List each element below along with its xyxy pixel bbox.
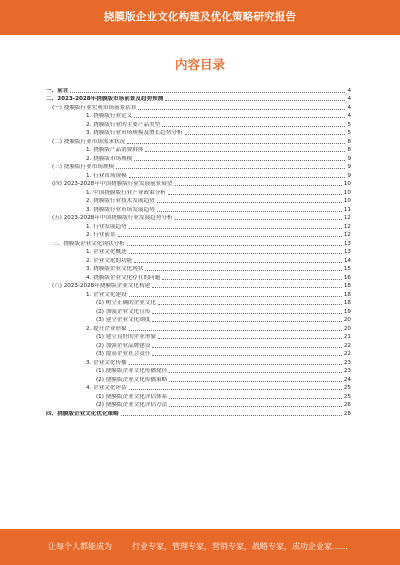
toc-leader-dots — [157, 202, 342, 203]
toc-entry[interactable] — [46, 129, 351, 138]
toc-entry[interactable] — [46, 324, 351, 333]
toc-entry-page: 22 — [343, 342, 351, 349]
toc-entry[interactable] — [46, 248, 351, 257]
toc-entry[interactable] — [46, 273, 351, 282]
toc-entry[interactable] — [46, 205, 351, 214]
table-of-contents — [46, 86, 351, 418]
toc-leader-dots — [129, 296, 342, 297]
toc-leader-dots — [145, 270, 341, 271]
toc-entry[interactable] — [46, 401, 351, 410]
toc-entry-page: 24 — [343, 376, 351, 383]
toc-entry-page: 12 — [343, 223, 351, 230]
toc-leader-dots — [129, 253, 342, 254]
toc-leader-dots — [169, 406, 342, 407]
toc-entry[interactable] — [46, 367, 351, 376]
toc-leader-dots — [129, 364, 342, 365]
toc-entry-page: 8 — [347, 147, 351, 153]
toc-entry-label: 1. 中国挠膜版行业产业政策分析 — [86, 189, 166, 196]
toc-entry[interactable] — [46, 265, 351, 274]
toc-entry-label: 四、挠膜版企业文化优化策略 — [46, 410, 119, 417]
toc-entry-page: 14 — [343, 257, 351, 264]
toc-leader-dots — [129, 177, 346, 178]
toc-entry[interactable] — [46, 282, 351, 291]
toc-entry-label: 1. 挠膜版产品消费群体 — [86, 147, 144, 153]
toc-leader-dots — [152, 355, 341, 356]
toc-leader-dots — [121, 415, 342, 416]
toc-entry[interactable] — [46, 120, 351, 129]
toc-entry-page: 4 — [347, 87, 351, 94]
toc-entry[interactable] — [46, 163, 351, 172]
toc-entry-label: (3) 建立企业文化制度 — [96, 317, 151, 323]
toc-entry-page: 16 — [343, 274, 351, 281]
toc-entry-label: (1) 建立良好的企业形象 — [96, 334, 157, 340]
toc-entry-page: 23 — [343, 368, 351, 374]
toc-entry[interactable] — [46, 222, 351, 231]
toc-entry-label: 1. 企业文化建设 — [86, 291, 127, 298]
toc-entry-label: (五) 2023-2028年中国挠膜版行业发展趋势分析 — [52, 215, 173, 221]
toc-entry[interactable] — [46, 299, 351, 308]
toc-leader-dots — [116, 168, 345, 169]
toc-entry-page: 26 — [343, 402, 351, 408]
toc-entry-page: 4 — [347, 104, 351, 111]
page-footer — [0, 529, 400, 565]
toc-entry[interactable] — [46, 103, 351, 112]
footer-tagline: 行业专家，管理专家，营销专家，战略专家，成功企业家…… — [132, 542, 348, 551]
toc-leader-dots — [129, 389, 342, 390]
toc-entry-page: 9 — [347, 172, 351, 179]
toc-entry-label: (三) 挠膜版行业市场规模 — [52, 164, 115, 170]
toc-entry-label: (2) 挠膜版企业文化传播策略 — [96, 376, 168, 383]
toc-entry-page: 18 — [343, 291, 351, 298]
toc-entry-page: 28 — [343, 410, 351, 417]
toc-entry-page: 11 — [343, 206, 351, 213]
toc-leader-dots — [127, 245, 342, 246]
toc-leader-dots — [162, 279, 342, 280]
toc-leader-dots — [162, 126, 345, 127]
toc-leader-dots — [175, 219, 342, 220]
toc-leader-dots — [175, 185, 342, 186]
toc-entry[interactable] — [46, 137, 351, 146]
toc-leader-dots — [157, 211, 342, 212]
toc-entry-label: 2. 挠膜版行业的主要产品类型 — [86, 121, 161, 128]
toc-entry-page: 23 — [343, 359, 351, 366]
toc-entry[interactable] — [46, 188, 351, 197]
toc-entry-page: 25 — [343, 393, 351, 400]
toc-entry-label: 3. 挠膜版行业市场发展趋势 — [86, 206, 155, 213]
toc-leader-dots — [158, 304, 342, 305]
toc-leader-dots — [158, 338, 342, 339]
toc-entry-label: 1. 行业发展趋势 — [86, 223, 127, 230]
toc-entry[interactable] — [46, 154, 351, 163]
toc-entry[interactable] — [46, 384, 351, 393]
toc-leader-dots — [185, 134, 346, 135]
toc-entry[interactable] — [46, 95, 351, 104]
toc-entry[interactable] — [46, 256, 351, 265]
toc-entry[interactable] — [46, 112, 351, 121]
toc-entry-page: 22 — [343, 351, 351, 357]
toc-entry-page: 5 — [347, 121, 351, 128]
toc-entry-label: (二) 挠膜版行业市场需求状况 — [52, 138, 126, 145]
toc-leader-dots — [168, 194, 342, 195]
toc-leader-dots — [127, 143, 345, 144]
toc-entry-page: 10 — [343, 189, 351, 196]
toc-leader-dots — [152, 347, 341, 348]
toc-entry[interactable] — [46, 375, 351, 384]
toc-entry[interactable] — [46, 146, 351, 155]
report-title: 挠膜版企业文化构建及优化策略研究报告 — [103, 11, 297, 23]
toc-entry-label: 2. 行业前景 — [86, 232, 116, 238]
toc-leader-dots — [169, 381, 342, 382]
toc-entry-page: 20 — [343, 317, 351, 323]
toc-entry-label: (一) 挠膜版行业宏观市场前景估算 — [52, 104, 137, 111]
toc-entry[interactable] — [46, 341, 351, 350]
toc-entry-label: 3. 挠膜版行业市场规模及增长趋势分析 — [86, 130, 183, 136]
toc-entry[interactable] — [46, 290, 351, 299]
toc-entry[interactable] — [46, 358, 351, 367]
toc-entry-label: 2. 挠膜版行业技术发展趋势 — [86, 198, 155, 204]
toc-entry-page: 10 — [343, 198, 351, 204]
toc-entry[interactable] — [46, 409, 351, 418]
toc-entry-label: 1. 挠膜版行业定义 — [86, 113, 133, 119]
toc-entry[interactable] — [46, 231, 351, 240]
toc-entry-label: 2. 企业文化的功能 — [86, 257, 133, 264]
toc-entry-label: 3. 企业文化传播 — [86, 359, 127, 366]
toc-entry-label: (3) 提高企业社会责任 — [96, 351, 151, 357]
toc-entry-page: 21 — [343, 334, 351, 340]
toc-entry-label: 2. 提升企业形象 — [86, 325, 127, 332]
toc-leader-dots — [152, 287, 342, 288]
toc-leader-dots — [165, 100, 345, 101]
toc-entry-label: 二、2023-2028年挠膜版市场前景及趋势预测 — [46, 96, 164, 102]
toc-heading: 内容目录 — [174, 57, 225, 72]
toc-entry-label: 三、挠膜版企业文化现状分析 — [52, 240, 125, 247]
toc-entry-label: (2) 加强企业品牌建设 — [96, 342, 151, 349]
footer-slogan: 让每个人都能成为 — [48, 542, 112, 551]
toc-entry-label: (1) 挠膜版企业文化传播途径 — [96, 368, 168, 374]
toc-leader-dots — [152, 321, 341, 322]
toc-leader-dots — [169, 372, 342, 373]
toc-leader-dots — [134, 160, 345, 161]
toc-entry-page: 18 — [343, 283, 351, 289]
toc-entry[interactable] — [46, 214, 351, 223]
toc-entry[interactable] — [46, 333, 351, 342]
toc-entry-page: 10 — [343, 181, 351, 187]
toc-entry-page: 20 — [343, 325, 351, 332]
toc-entry[interactable] — [46, 350, 351, 359]
toc-entry-page: 13 — [343, 240, 351, 247]
toc-entry-page: 9 — [347, 155, 351, 162]
toc-entry-page: 12 — [343, 215, 351, 221]
toc-entry-label: (1) 树立正确的企业文化 — [96, 300, 157, 306]
toc-entry-label: 4. 挠膜版企业文化存在的问题 — [86, 274, 161, 281]
toc-leader-dots — [152, 313, 341, 314]
page-header — [0, 0, 400, 35]
toc-entry-label: (六) 2023-2028年挠膜版企业文化构建 — [52, 283, 151, 289]
toc-entry-label: (2) 挠膜版企业文化评估方法 — [96, 402, 168, 408]
toc-entry-page: 4 — [347, 96, 351, 102]
toc-entry[interactable] — [46, 307, 351, 316]
toc-entry-label: 2. 挠膜版市场规模 — [86, 155, 133, 162]
toc-entry[interactable] — [46, 239, 351, 248]
toc-entry-page: 25 — [343, 385, 351, 391]
toc-entry[interactable] — [46, 197, 351, 206]
toc-entry-page: 13 — [343, 249, 351, 255]
toc-entry-label: 3. 挠膜版企业文化现状 — [86, 266, 144, 272]
toc-leader-dots — [169, 398, 342, 399]
toc-entry-page: 9 — [347, 164, 351, 170]
toc-entry-label: (2) 加强企业文化宣传 — [96, 308, 151, 315]
toc-entry-page: 12 — [343, 232, 351, 238]
toc-entry[interactable] — [46, 316, 351, 325]
toc-entry-label: (1) 挠膜版企业文化评估体系 — [96, 393, 168, 400]
toc-entry-label: 一、前言 — [46, 87, 69, 94]
toc-leader-dots — [118, 236, 342, 237]
toc-entry-label: (四) 2023-2028年中国挠膜版行业发展前景展望 — [52, 181, 173, 187]
toc-entry[interactable] — [46, 180, 351, 189]
toc-leader-dots — [145, 151, 345, 152]
toc-entry-page: 4 — [347, 113, 351, 119]
toc-entry-label: 1. 行业市场规模 — [86, 172, 127, 179]
toc-entry[interactable] — [46, 86, 351, 95]
toc-entry[interactable] — [46, 392, 351, 401]
toc-leader-dots — [134, 117, 345, 118]
toc-entry-label: 1. 企业文化概述 — [86, 249, 127, 255]
toc-leader-dots — [134, 262, 342, 263]
toc-entry-page: 19 — [343, 308, 351, 315]
toc-leader-dots — [129, 228, 342, 229]
toc-entry-page: 15 — [343, 266, 351, 272]
toc-leader-dots — [70, 92, 345, 93]
toc-leader-dots — [129, 330, 342, 331]
toc-entry-page: 5 — [347, 130, 351, 136]
toc-entry-label: 4. 企业文化评估 — [86, 385, 127, 391]
toc-entry-page: 18 — [343, 300, 351, 306]
toc-entry[interactable] — [46, 171, 351, 180]
toc-leader-dots — [138, 109, 345, 110]
toc-entry-page: 8 — [347, 138, 351, 145]
